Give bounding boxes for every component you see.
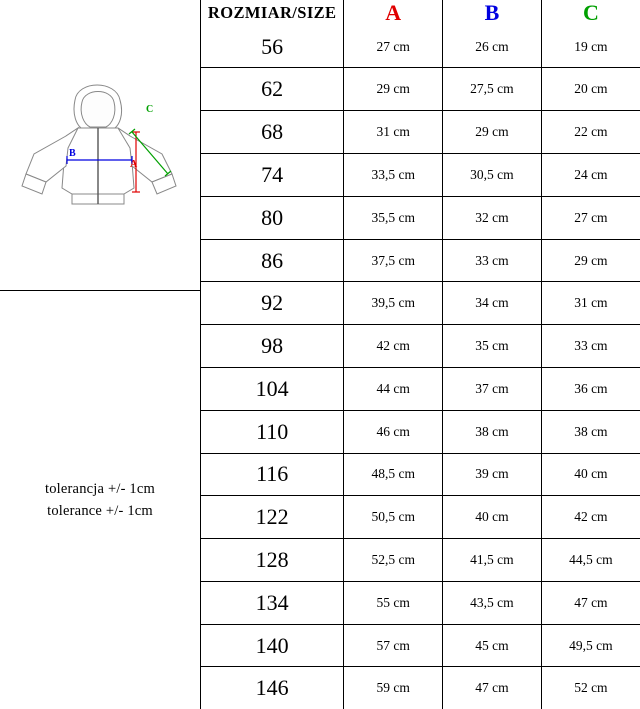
cell-a: 55 cm: [344, 581, 443, 624]
cell-a: 37,5 cm: [344, 239, 443, 282]
table-row: [201, 239, 640, 282]
measure-label-b: B: [69, 148, 76, 159]
table-row: [201, 282, 640, 325]
tolerance-note: [0, 291, 200, 709]
cell-a: 39,5 cm: [344, 282, 443, 325]
table-row: [201, 410, 640, 453]
measure-label-a: A: [130, 159, 138, 170]
header-a: A: [344, 0, 443, 26]
table-row: [201, 367, 640, 410]
table-row: [201, 68, 640, 111]
header-size: ROZMIAR/SIZE: [201, 0, 344, 26]
cell-c: 31 cm: [541, 282, 640, 325]
cell-b: 47 cm: [443, 667, 542, 709]
left-column: [0, 0, 201, 709]
table-row: [201, 539, 640, 582]
cell-b: 45 cm: [443, 624, 542, 667]
cell-c: 29 cm: [541, 239, 640, 282]
size-table-wrap: [201, 0, 640, 709]
cell-a: 48,5 cm: [344, 453, 443, 496]
cell-size: 86: [201, 239, 344, 282]
cell-b: 40 cm: [443, 496, 542, 539]
cell-b: 41,5 cm: [443, 539, 542, 582]
cell-c: 42 cm: [541, 496, 640, 539]
cell-b: 29 cm: [443, 111, 542, 154]
cell-size: 98: [201, 325, 344, 368]
cell-a: 31 cm: [344, 111, 443, 154]
cell-size: 128: [201, 539, 344, 582]
size-table: [201, 0, 640, 709]
cell-a: 50,5 cm: [344, 496, 443, 539]
cell-size: 116: [201, 453, 344, 496]
table-row: [201, 496, 640, 539]
cell-size: 110: [201, 410, 344, 453]
table-header-row: [201, 0, 640, 26]
table-row: [201, 196, 640, 239]
table-row: [201, 453, 640, 496]
cell-c: 24 cm: [541, 154, 640, 197]
header-b: B: [443, 0, 542, 26]
cell-c: 52 cm: [541, 667, 640, 709]
cell-a: 35,5 cm: [344, 196, 443, 239]
cell-b: 27,5 cm: [443, 68, 542, 111]
cell-a: 46 cm: [344, 410, 443, 453]
cell-a: 59 cm: [344, 667, 443, 709]
cell-a: 29 cm: [344, 68, 443, 111]
cell-b: 39 cm: [443, 453, 542, 496]
cell-a: 57 cm: [344, 624, 443, 667]
cell-b: 32 cm: [443, 196, 542, 239]
cell-c: 38 cm: [541, 410, 640, 453]
cell-c: 27 cm: [541, 196, 640, 239]
cell-c: 44,5 cm: [541, 539, 640, 582]
cell-b: 35 cm: [443, 325, 542, 368]
cell-a: 52,5 cm: [344, 539, 443, 582]
cell-b: 30,5 cm: [443, 154, 542, 197]
cell-c: 40 cm: [541, 453, 640, 496]
table-row: [201, 624, 640, 667]
table-row: [201, 667, 640, 709]
cell-size: 134: [201, 581, 344, 624]
cell-size: 68: [201, 111, 344, 154]
cell-c: 36 cm: [541, 367, 640, 410]
cell-b: 33 cm: [443, 239, 542, 282]
cell-a: 44 cm: [344, 367, 443, 410]
measure-label-c: C: [146, 104, 154, 115]
cell-size: 140: [201, 624, 344, 667]
table-row: [201, 26, 640, 68]
cell-size: 122: [201, 496, 344, 539]
cell-c: 47 cm: [541, 581, 640, 624]
cell-b: 26 cm: [443, 26, 542, 68]
tolerance-line-pl: tolerancja +/- 1cm: [44, 481, 155, 497]
cell-size: 80: [201, 196, 344, 239]
cell-a: 33,5 cm: [344, 154, 443, 197]
size-table-body: [201, 26, 640, 709]
cell-size: 74: [201, 154, 344, 197]
table-row: [201, 581, 640, 624]
cell-c: 49,5 cm: [541, 624, 640, 667]
table-row: [201, 154, 640, 197]
table-row: [201, 325, 640, 368]
cell-b: 34 cm: [443, 282, 542, 325]
header-c: C: [541, 0, 640, 26]
cell-c: 22 cm: [541, 111, 640, 154]
cell-c: 33 cm: [541, 325, 640, 368]
cell-a: 42 cm: [344, 325, 443, 368]
cell-b: 43,5 cm: [443, 581, 542, 624]
cell-size: 104: [201, 367, 344, 410]
cell-c: 20 cm: [541, 68, 640, 111]
cell-b: 37 cm: [443, 367, 542, 410]
tolerance-line-en: tolerance +/- 1cm: [47, 503, 153, 519]
cell-c: 19 cm: [541, 26, 640, 68]
illustration-cell: [0, 0, 200, 291]
cell-size: 62: [201, 68, 344, 111]
cell-size: 146: [201, 667, 344, 709]
cell-size: 56: [201, 26, 344, 68]
cell-size: 92: [201, 282, 344, 325]
hoodie-diagram-icon: [12, 70, 188, 220]
cell-a: 27 cm: [344, 26, 443, 68]
table-row: [201, 111, 640, 154]
cell-b: 38 cm: [443, 410, 542, 453]
